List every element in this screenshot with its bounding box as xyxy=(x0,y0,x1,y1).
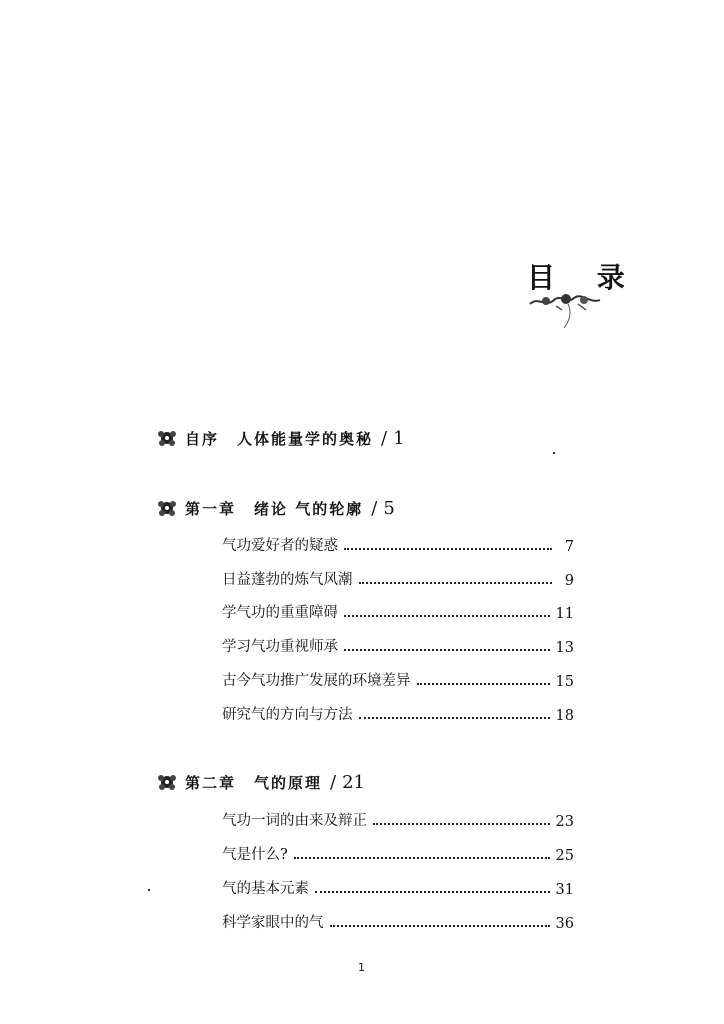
entry-title: 学气功的重重障碍 xyxy=(222,605,338,621)
entry-page: 23 xyxy=(555,814,574,830)
entry-title: 科学家眼中的气 xyxy=(222,915,324,931)
toc-entry[interactable] xyxy=(222,808,574,830)
flower-bullet-icon xyxy=(155,427,179,449)
entry-page: 9 xyxy=(564,573,574,589)
toc-entry[interactable] xyxy=(222,842,574,864)
dot-leader xyxy=(344,649,550,651)
page-separator: / xyxy=(381,427,388,449)
entry-title: 研究气的方向与方法 xyxy=(222,707,353,723)
entry-title: 气的基本元素 xyxy=(222,881,309,897)
entry-title: 学习气功重视师承 xyxy=(222,639,338,655)
section-label: 第一章 xyxy=(185,499,237,518)
dot-leader xyxy=(359,717,550,719)
page-separator: / xyxy=(330,771,337,793)
entry-page: 25 xyxy=(555,848,574,864)
entry-page: 31 xyxy=(555,882,574,898)
dot-leader xyxy=(294,857,550,859)
dot-leader xyxy=(373,823,550,825)
toc-entry[interactable] xyxy=(222,567,574,589)
section-name: 绪论 气的轮廓 xyxy=(254,499,364,518)
dot-leader xyxy=(344,548,552,550)
section-heading-chapter-2 xyxy=(155,770,365,794)
entry-page: 36 xyxy=(555,916,574,932)
section-heading-chapter-1 xyxy=(155,496,395,520)
entry-title: 日益蓬勃的炼气风潮 xyxy=(222,572,353,588)
entry-title: 气是什么? xyxy=(222,847,288,863)
entry-page: 15 xyxy=(555,674,574,690)
toc-entry[interactable] xyxy=(222,876,574,898)
toc-entry[interactable] xyxy=(222,910,574,932)
dot-leader xyxy=(344,615,550,617)
dot-leader xyxy=(359,582,553,584)
dot-leader xyxy=(315,891,550,893)
entry-page: 13 xyxy=(555,640,574,656)
dot-leader xyxy=(330,925,550,927)
section-label: 自序 xyxy=(185,429,220,448)
section-name: 人体能量学的奥秘 xyxy=(237,429,374,448)
page-separator: / xyxy=(371,497,378,519)
entry-title: 古今气功推广发展的环境差异 xyxy=(222,673,411,689)
flower-bullet-icon xyxy=(155,771,179,793)
toc-entry[interactable] xyxy=(222,600,574,622)
page-title: 目 录 xyxy=(527,261,641,294)
toc-entry[interactable] xyxy=(222,533,574,555)
entry-page: 18 xyxy=(555,708,574,724)
toc-entry[interactable] xyxy=(222,668,574,690)
scan-speck xyxy=(553,452,555,454)
entry-page: 11 xyxy=(555,606,574,622)
scan-speck xyxy=(148,889,150,891)
flower-bullet-icon xyxy=(155,497,179,519)
section-page: 5 xyxy=(383,497,395,519)
dot-leader xyxy=(417,683,550,685)
section-name: 气的原理 xyxy=(254,773,323,792)
section-page: 1 xyxy=(393,427,405,449)
section-page: 21 xyxy=(342,771,366,793)
section-heading-preface xyxy=(155,426,405,450)
page-number: 1 xyxy=(358,961,365,974)
toc-entry[interactable] xyxy=(222,702,574,724)
entry-title: 气功一词的由来及辩正 xyxy=(222,813,367,829)
entry-title: 气功爱好者的疑惑 xyxy=(222,538,338,554)
flower-ornament-icon xyxy=(528,290,604,330)
toc-entry[interactable] xyxy=(222,634,574,656)
section-label: 第二章 xyxy=(185,773,237,792)
entry-page: 7 xyxy=(564,539,574,555)
